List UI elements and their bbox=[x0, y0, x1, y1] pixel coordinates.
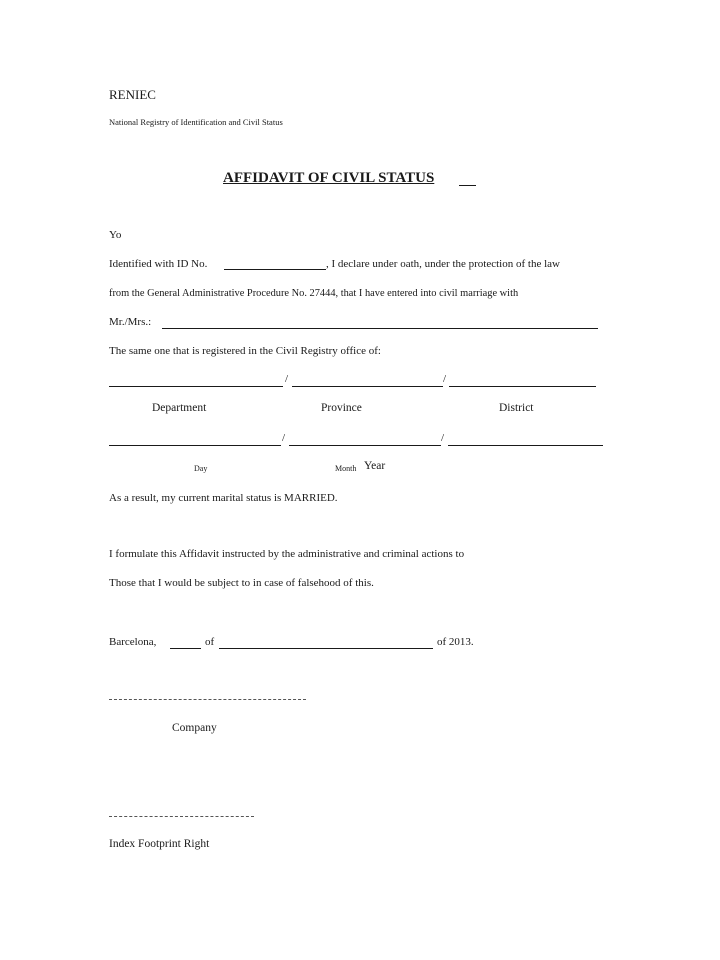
of-word: of bbox=[205, 636, 215, 648]
title-underline-tail bbox=[459, 185, 476, 186]
footprint-label: Index Footprint Right bbox=[109, 838, 210, 850]
slash-separator: / bbox=[282, 432, 286, 444]
id-label: Identified with ID No. bbox=[109, 258, 208, 270]
date-day-field[interactable] bbox=[170, 648, 201, 649]
year-field[interactable] bbox=[448, 445, 603, 446]
formulate-text: I formulate this Affidavit instructed by the administrative and criminal actions to bbox=[109, 548, 465, 560]
day-label: Day bbox=[194, 464, 208, 473]
document-title: AFFIDAVIT OF CIVIL STATUS bbox=[223, 170, 435, 186]
law-text: from the General Administrative Procedure No. 27444, that I have entered into civil marriage with bbox=[109, 288, 519, 299]
province-label: Province bbox=[321, 402, 362, 414]
company-label: Company bbox=[172, 722, 217, 734]
id-number-field[interactable] bbox=[224, 269, 326, 270]
month-field[interactable] bbox=[289, 445, 441, 446]
department-label: Department bbox=[152, 402, 207, 414]
department-field[interactable] bbox=[109, 386, 283, 387]
slash-separator: / bbox=[285, 373, 289, 385]
registry-text: The same one that is registered in the Civil Registry office of: bbox=[109, 345, 381, 357]
spouse-label: Mr./Mrs.: bbox=[109, 316, 152, 328]
year-text: of 2013. bbox=[437, 636, 474, 648]
district-label: District bbox=[499, 402, 534, 414]
organization-acronym: RENIEC bbox=[109, 87, 156, 102]
slash-separator: / bbox=[441, 432, 445, 444]
footprint-line[interactable] bbox=[109, 816, 254, 817]
yo-line: Yo bbox=[109, 229, 122, 241]
date-month-field[interactable] bbox=[219, 648, 433, 649]
marital-status-text: As a result, my current marital status is MARRIED. bbox=[109, 492, 338, 504]
province-field[interactable] bbox=[292, 386, 443, 387]
slash-separator: / bbox=[443, 373, 447, 385]
spouse-name-field[interactable] bbox=[162, 328, 598, 329]
year-label: Year bbox=[364, 460, 386, 472]
district-field[interactable] bbox=[449, 386, 596, 387]
company-signature-line[interactable] bbox=[109, 699, 306, 700]
falsehood-text: Those that I would be subject to in case of falsehood of this. bbox=[109, 577, 374, 589]
organization-full-name: National Registry of Identification and Civil Status bbox=[109, 117, 283, 127]
place-label: Barcelona, bbox=[109, 636, 157, 648]
month-label: Month bbox=[335, 464, 357, 473]
declaration-text: , I declare under oath, under the protection of the law bbox=[326, 258, 560, 270]
day-field[interactable] bbox=[109, 445, 281, 446]
